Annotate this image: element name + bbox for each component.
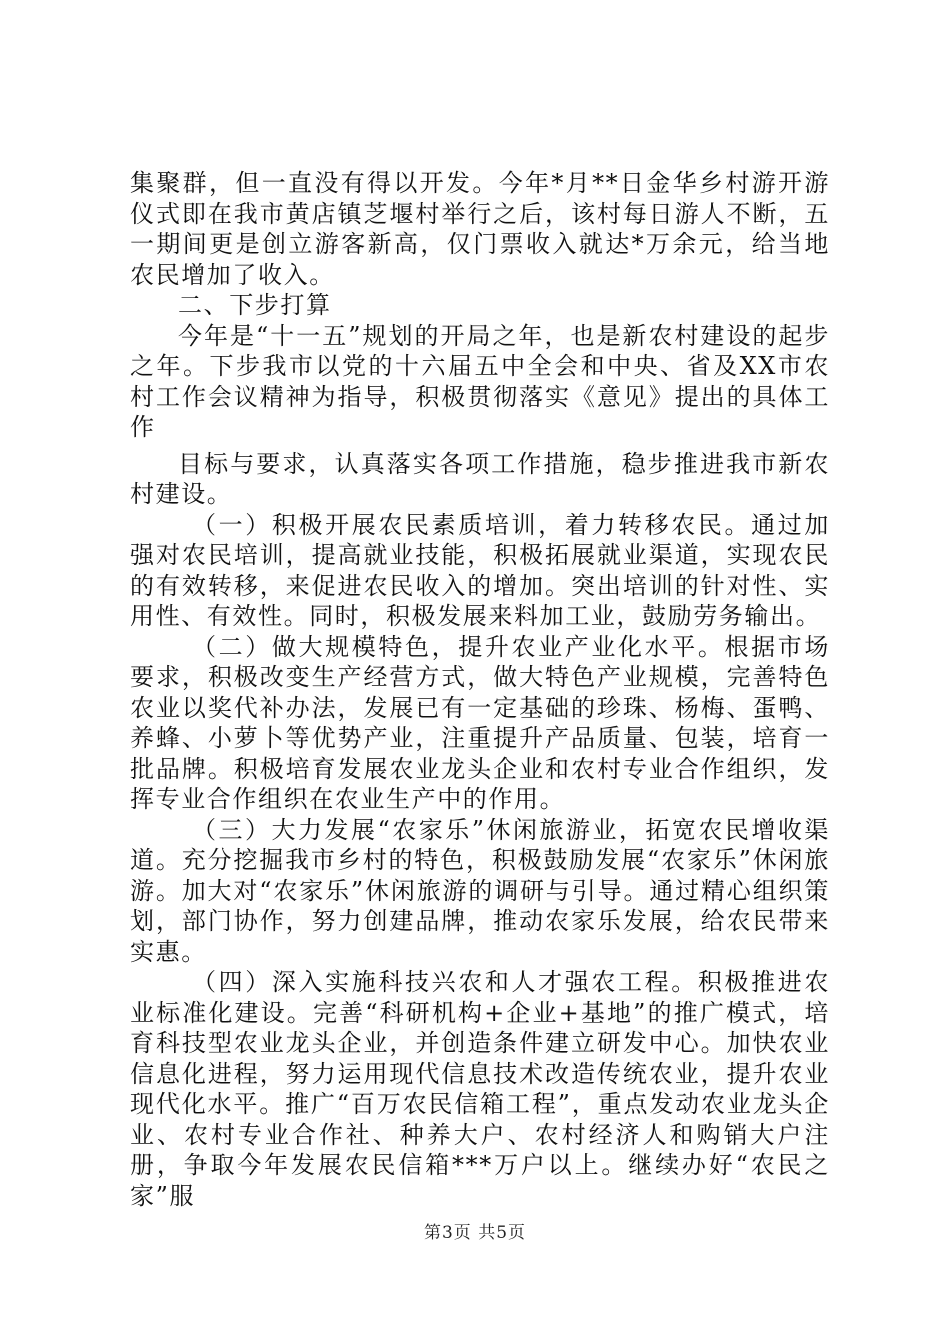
- section-heading-next-steps: 二、下步打算: [178, 291, 332, 319]
- paragraph-item-3: （三）大力发展“农家乐”休闲旅游业，拓宽农民增收渠道。充分挖掘我市乡村的特色，积极鼓励发展“农家乐”休闲旅游。加大对“农家乐”休闲旅游的调研与引导。通过精心组织策划，部门协作，努力创建品牌，推动农家乐发展，给农民带来实惠。: [130, 815, 830, 966]
- paragraph-item-4: （四）深入实施科技兴农和人才强农工程。积极推进农业标准化建设。完善“科研机构+企业+基地”的推广模式，培育科技型农业龙头企业，并创造条件建立研发中心。加快农业信息化进程，努力运用现代信息技术改造传统农业，提升农业现代化水平。推广“百万农民信箱工程”，重点发动农业龙头企业、农村专业合作社、种养大户、农村经济人和购销大户注册，争取今年发展农民信箱***万户以上。继续办好“农民之家”服: [130, 968, 830, 1210]
- paragraph-goals: 目标与要求，认真落实各项工作措施，稳步推进我市新农村建设。: [130, 449, 830, 508]
- paragraph-intro: 今年是“十一五”规划的开局之年，也是新农村建设的起步之年。下步我市以党的十六届五中全会和中央、省及XX市农村工作会议精神为指导，积极贯彻落实《意见》提出的具体工作: [130, 321, 830, 441]
- paragraph-continuation: 集聚群，但一直没有得以开发。今年*月**日金华乡村游开游仪式即在我市黄店镇芝堰村举行之后，该村每日游人不断，五一期间更是创立游客新高，仅门票收入就达*万余元，给当地农民增加了收入。: [130, 169, 830, 289]
- paragraph-item-2: （二）做大规模特色，提升农业产业化水平。根据市场要求，积极改变生产经营方式，做大特色产业规模，完善特色农业以奖代补办法，发展已有一定基础的珍珠、杨梅、蛋鸭、养蜂、小萝卜等优势产业，注重提升产品质量、包装，培育一批品牌。积极培育发展农业龙头企业和农村专业合作组织，发挥专业合作组织在农业生产中的作用。: [130, 632, 830, 813]
- document-body: [130, 168, 830, 1211]
- page-number-footer: 第3页 共5页: [423, 1223, 527, 1243]
- paragraph-item-1: （一）积极开展农民素质培训，着力转移农民。通过加强对农民培训，提高就业技能，积极拓展就业渠道，实现农民的有效转移，来促进农民收入的增加。突出培训的针对性、实用性、有效性。同时，积极发展来料加工业，鼓励劳务输出。: [130, 510, 830, 630]
